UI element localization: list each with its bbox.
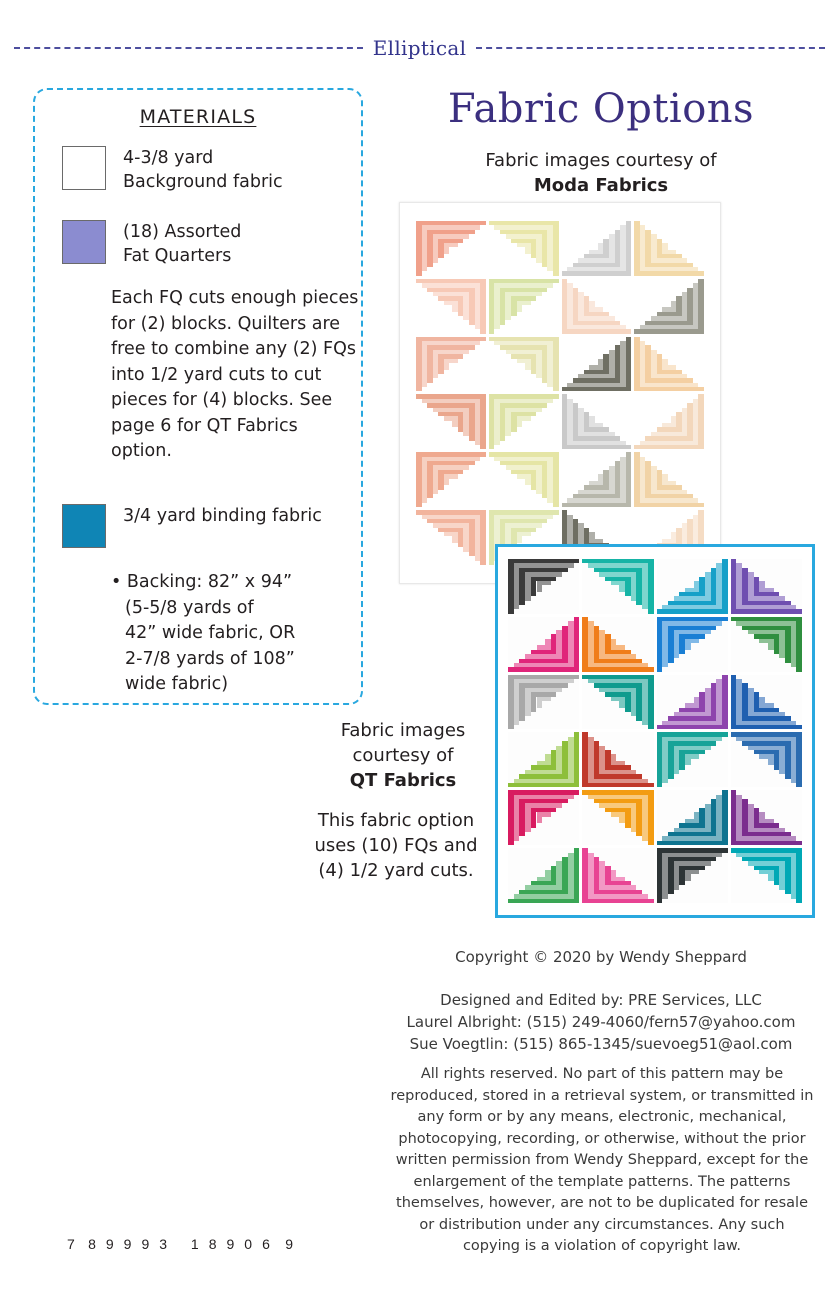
backing-line-1: • Backing: 82” x 94” — [111, 572, 293, 592]
quilt-block — [731, 790, 802, 845]
quilt-block — [508, 559, 579, 614]
qt-courtesy-text — [318, 718, 488, 793]
quilt-block — [562, 279, 632, 334]
quilt-block — [416, 279, 486, 334]
material-item-background — [62, 146, 283, 194]
credit-line-2: Laurel Albright: (515) 249-4060/fern57@yahoo.com — [406, 1013, 796, 1031]
credit-line-3: Sue Voegtlin: (515) 865-1345/suevoeg51@aol.com — [409, 1035, 793, 1053]
qt-courtesy-line-3: QT Fabrics — [349, 770, 457, 791]
backing-line-5: wide fabric) — [125, 674, 229, 694]
quilt-block — [731, 848, 802, 903]
quilt-block — [416, 337, 486, 392]
page-header-rule — [14, 36, 825, 60]
barcode-left-digit: 7 — [67, 1236, 75, 1252]
quilt-block — [489, 337, 559, 392]
barcode-middle-digits: 89993 18906 — [88, 1236, 280, 1252]
moda-courtesy-line-2: Moda Fabrics — [533, 175, 669, 196]
quilt-block — [657, 790, 728, 845]
backing-line-2: (5-5/8 yards of — [125, 597, 254, 618]
qt-courtesy-line-2: courtesy of — [352, 745, 454, 766]
dashed-line-left — [14, 47, 363, 49]
material-item-fat-quarters — [62, 220, 241, 268]
barcode-right-digit: 9 — [285, 1236, 293, 1252]
swatch-binding-fabric — [62, 504, 106, 548]
qt-fabric-note: This fabric option uses (10) FQs and (4) 1/2 yard cuts. — [314, 810, 478, 881]
quilt-block — [657, 559, 728, 614]
quilt-block — [562, 221, 632, 276]
quilt-block — [582, 790, 653, 845]
quilt-block — [582, 559, 653, 614]
quilt-block — [657, 848, 728, 903]
material-label-fat-quarters: (18) Assorted Fat Quarters — [123, 222, 242, 266]
quilt-block — [634, 394, 704, 449]
quilt-block — [489, 279, 559, 334]
quilt-block — [489, 452, 559, 507]
quilt-block — [731, 617, 802, 672]
quilt-block — [562, 452, 632, 507]
dashed-line-right — [476, 47, 825, 49]
quilt-block — [508, 790, 579, 845]
quilt-block — [634, 279, 704, 334]
quilt-block — [657, 732, 728, 787]
quilt-block — [634, 452, 704, 507]
quilt-block — [634, 337, 704, 392]
backing-line-3: 42” wide fabric, OR — [125, 623, 296, 643]
material-label-background: 4-3/8 yard Background fabric — [123, 148, 283, 192]
quilt-block — [416, 221, 486, 276]
quilt-block — [489, 394, 559, 449]
credit-line-1: Designed and Edited by: PRE Services, LLC — [440, 991, 762, 1009]
quilt-block — [508, 848, 579, 903]
quilt-block — [582, 732, 653, 787]
quilt-image-qt — [495, 544, 815, 918]
page-title: Elliptical — [372, 36, 467, 60]
quilt-block — [731, 559, 802, 614]
moda-courtesy-text — [386, 148, 816, 198]
copyright-line: Copyright © 2020 by Wendy Sheppard — [455, 948, 747, 966]
materials-backing-note — [111, 570, 371, 698]
quilt-block — [562, 394, 632, 449]
quilt-block — [508, 617, 579, 672]
barcode-bars — [66, 1085, 294, 1233]
backing-line-4: 2-7/8 yards of 108” — [125, 648, 295, 669]
swatch-background-fabric — [62, 146, 106, 190]
materials-paragraph: Each FQ cuts enough pieces for (2) blocks. Quilters are free to combine any (2) FQs into 1/2 yard cuts to cut pieces for (4) blocks. See page 6 for QT Fabrics option. — [111, 288, 359, 461]
moda-courtesy-line-1: Fabric images courtesy of — [485, 150, 717, 171]
quilt-block — [416, 510, 486, 565]
quilt-block — [657, 617, 728, 672]
material-item-binding — [62, 504, 322, 548]
quilt-block — [508, 675, 579, 730]
swatch-fat-quarters — [62, 220, 106, 264]
material-label-binding: 3/4 yard binding fabric — [123, 506, 322, 526]
quilt-block — [634, 221, 704, 276]
materials-heading: MATERIALS — [139, 106, 257, 128]
quilt-block — [416, 394, 486, 449]
quilt-block — [731, 675, 802, 730]
quilt-block — [416, 452, 486, 507]
quilt-block — [731, 732, 802, 787]
quilt-block — [582, 848, 653, 903]
quilt-block — [562, 337, 632, 392]
fabric-options-heading: Fabric Options — [447, 86, 755, 132]
quilt-block — [489, 221, 559, 276]
barcode — [66, 1085, 294, 1252]
legal-text: All rights reserved. No part of this pattern may be reproduced, stored in a retrieval system, or transmitted in any form or by any means, electronic, mechanical, photocopying, recording, or otherwise, without the prior written permission from Wendy Sheppard, except for the enlargement of the template patterns. The patterns themselves, however, are not to be duplicated for resale or distribution under any circumstances. Any such copying is a violation of copyright law. — [390, 1066, 814, 1254]
barcode-digits — [66, 1236, 294, 1252]
quilt-block — [582, 617, 653, 672]
qt-courtesy-line-1: Fabric images — [340, 720, 466, 741]
quilt-block — [582, 675, 653, 730]
materials-panel — [33, 88, 363, 705]
quilt-block — [657, 675, 728, 730]
credits-block — [386, 989, 816, 1055]
quilt-image-moda — [399, 202, 721, 584]
quilt-block — [508, 732, 579, 787]
